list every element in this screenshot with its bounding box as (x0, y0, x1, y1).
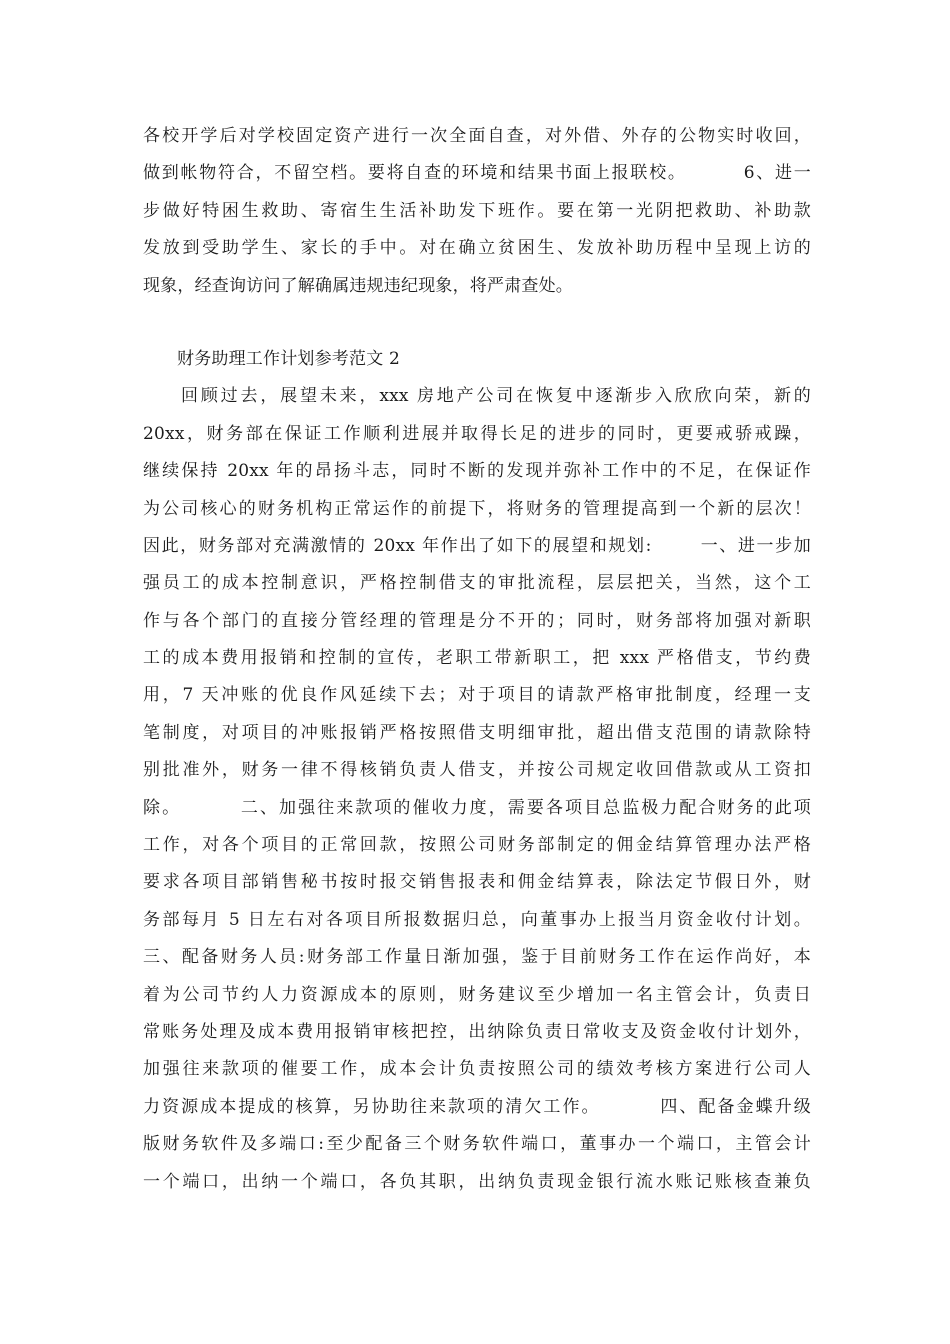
text-line: 回顾过去，展望未来，xxx 房地产公司在恢复中逐渐步入欣欣向荣，新的 (181, 386, 811, 407)
text-line: 做到帐物符合，不留空档。要将自查的环境和结果书面上报联校。 6、进一 (143, 163, 811, 184)
section-2 (143, 341, 811, 1201)
text-line: 现象，经查询访问了解确属违规违纪现象，将严肃查处。 (143, 275, 573, 296)
text-line: 作与各个部门的直接分管经理的管理是分不开的；同时，财务部将加强对新职 (143, 610, 811, 631)
text-line: 用，7 天冲账的优良作风延续下去；对于项目的请款严格审批制度，经理一支 (143, 685, 811, 706)
text-line: 三、配备财务人员:财务部工作量日渐加强，鉴于目前财务工作在运作尚好，本 (143, 947, 811, 968)
text-line: 除。 二、加强往来款项的催收力度，需要各项目总监极力配合财务的此项 (143, 797, 811, 818)
text-line: 要求各项目部销售秘书按时报交销售报表和佣金结算表，除法定节假日外，财 (143, 872, 811, 893)
text-line: 为公司核心的财务机构正常运作的前提下，将财务的管理提高到一个新的层次！ (143, 498, 811, 519)
text-line: 因此，财务部对充满激情的 20xx 年作出了如下的展望和规划: 一、进一步加 (143, 535, 811, 556)
text-line: 一个端口，出纳一个端口，各负其职，出纳负责现金银行流水账记账核查兼负 (143, 1171, 811, 1192)
text-line: 继续保持 20xx 年的昂扬斗志，同时不断的发现并弥补工作中的不足，在保证作 (143, 461, 811, 482)
text-line: 步做好特困生救助、寄宿生生活补助发下班作。要在第一光阴把救助、补助款 (143, 200, 811, 221)
text-line: 着为公司节约人力资源成本的原则，财务建议至少增加一名主管会计，负责日 (143, 984, 811, 1005)
paragraph-gap (143, 305, 811, 341)
text-line: 各校开学后对学校固定资产进行一次全面自查，对外借、外存的公物实时收回， (143, 126, 811, 146)
text-line: 加强往来款项的催要工作，成本会计负责按照公司的绩效考核方案进行公司人 (143, 1059, 811, 1080)
text-line: 常账务处理及成本费用报销审核把控，出纳除负责日常收支及资金收付计划外， (143, 1021, 811, 1042)
text-line: 20xx，财务部在保证工作顺利进展并取得长足的进步的同时，更要戒骄戒躁， (143, 423, 811, 444)
text-line: 发放到受助学生、家长的手中。对在确立贫困生、发放补助历程中呈现上访的 (143, 238, 811, 259)
text-line: 工的成本费用报销和控制的宣传，老职工带新职工，把 xxx 严格借支，节约费 (143, 648, 811, 669)
text-line: 别批准外，财务一律不得核销负责人借支，并按公司规定收回借款或从工资扣 (143, 760, 811, 781)
text-line: 强员工的成本控制意识，严格控制借支的审批流程，层层把关，当然，这个工 (143, 573, 811, 594)
text-line: 版财务软件及多端口:至少配备三个财务软件端口，董事办一个端口，主管会计 (143, 1134, 811, 1155)
text-line: 务部每月 5 日左右对各项目所报数据归总，向董事办上报当月资金收付计划。 (143, 909, 811, 930)
section-title: 财务助理工作计划参考范文 2 (177, 348, 401, 369)
text-line: 力资源成本提成的核算，另协助往来款项的清欠工作。 四、配备金蝶升级 (143, 1096, 811, 1117)
text-line: 工作，对各个项目的正常回款，按照公司财务部制定的佣金结算管理办法严格 (143, 835, 811, 856)
section-1 (143, 118, 811, 305)
document-page (143, 118, 811, 1201)
text-line: 笔制度，对项目的冲账报销严格按照借支明细审批，超出借支范围的请款除特 (143, 722, 811, 743)
